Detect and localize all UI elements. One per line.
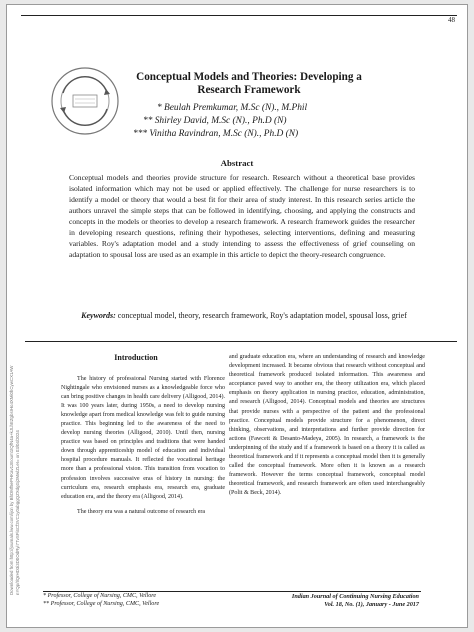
title-line: Research Framework (197, 84, 301, 96)
page-number: 48 (448, 16, 455, 24)
journal-citation (292, 593, 419, 608)
abstract-body: Conceptual models and theories provide structure for research. Research without a theoretical base provides isolated information which may not be used or applied effectively. The challenge for nurse researchers is to identify a model or theory that would a best fit for their area of study interest. In this research series article the authors unravel the simple steps that can be followed in identifying, choosing, and applying the constructs and concepts in the models or theories to develop a research framework. A research framework guides the researcher in developing research questions, refining their hypotheses, selecting interventions, defining and measuring variables. Roy's adaptation model and a study intending to assess the effectiveness of grief counseling on adaptation to spousal loss are used as an example in this article to depict the theory-research congruence. (69, 173, 415, 259)
title-line: Conceptual Models and Theories: Developing a (136, 71, 362, 83)
author-line: ** Shirley David, M.Sc (N)., Ph.D (N) (143, 116, 287, 126)
author-line: *** Vinitha Ravindran, M.Sc (N)., Ph.D (N) (133, 129, 299, 139)
keywords-text: conceptual model, theory, research framework, Roy's adaptation model, spousal loss, grief (115, 311, 407, 320)
author-list (133, 102, 393, 141)
body-paragraph: and graduate education era, where an understanding of research and knowledge development increased. It became obvious that research without conceptual and theoretical framework produced isolated information. This awareness and acceptance paved way to another era, the theory utilization era, which placed emphasis on theory application in nursing practice, education, administration, and research (Alligood, 2014). Conceptual models and theories are structures that provide nurses with a perspective of the patient and the professional practice. Conceptual models provide structure for a phenomenon, direct thinking, observations, and interpretations and further provide direction for actions (Fawcett & Desanto-Madeya, 2005). In research, a framework is the underpinning of the study and if a framework is based on a theory it is called as theoretical framework and if it represents a conceptual model then it is generally called the conceptual framework. More often it is known as a research framework. However the terms conceptual framework, conceptual model theoretical framework, and research framework are often used interchangeably (Polit & Beck, 2014). (229, 354, 425, 497)
left-column (61, 375, 225, 517)
intro-paragraph: The theory era was a natural outcome of research era (77, 508, 206, 515)
author-footnotes (43, 593, 159, 608)
article-page (6, 4, 468, 628)
download-watermark: Downloaded from http://journals.lww.com/ijcn by BhDMf5ePHKav1zEoum1tQfN4a+kJLhEZgbsIHo4XMi0hCywCX1AW nYQp/IlQrHD3i3D0OdRyi7TvSFl4Cf3VC1y0abggQZXdgGj2MwlZLeI= on 03/04/2024 (9, 365, 20, 595)
journal-logo-icon (49, 65, 121, 137)
footnote: ** Professor, College of Nursing, CMC, Vellore (43, 600, 160, 607)
journal-volume: Vol. 18, No. (1), January - June 2017 (324, 600, 419, 608)
author-line: * Beulah Premkumar, M.Sc (N)., M.Phil (157, 103, 308, 113)
keywords (75, 310, 413, 321)
introduction-heading: Introduction (114, 353, 158, 362)
right-column (229, 353, 425, 499)
footer-rule (43, 591, 421, 592)
header-rule (21, 15, 457, 16)
section-rule (25, 341, 457, 342)
journal-name: Indian Journal of Continuing Nursing Education (291, 593, 419, 600)
intro-paragraph: The history of professional Nursing started with Florence Nightingale who envisioned nurses as a knowledgeable force who can bring positive changes in health care delivery (Alligood, 2014). It was 100 years later, during 1950s, a need to develop nursing knowledge apart from medical knowledge was felt to guide nursing practice. This beginning led to the awareness of the need to develop nursing theories (Alligood, 2010). Until then, nursing practice was based on principles and traditions that were handed down through apprenticeship model of education and individual hospital procedure manuals. It reflected the vocational heritage more than a professional vision. This transition from vocation to profession involves successive eras of history in nursing: the curriculum era, research emphasis era, research era, graduate education era, and the theory era (Alligood, 2014). (61, 376, 225, 500)
article-title (119, 71, 379, 97)
abstract-heading: Abstract (220, 158, 254, 168)
keywords-label: Keywords: (81, 311, 116, 320)
footnote: * Professor, College of Nursing, CMC, Vellore (43, 593, 157, 599)
